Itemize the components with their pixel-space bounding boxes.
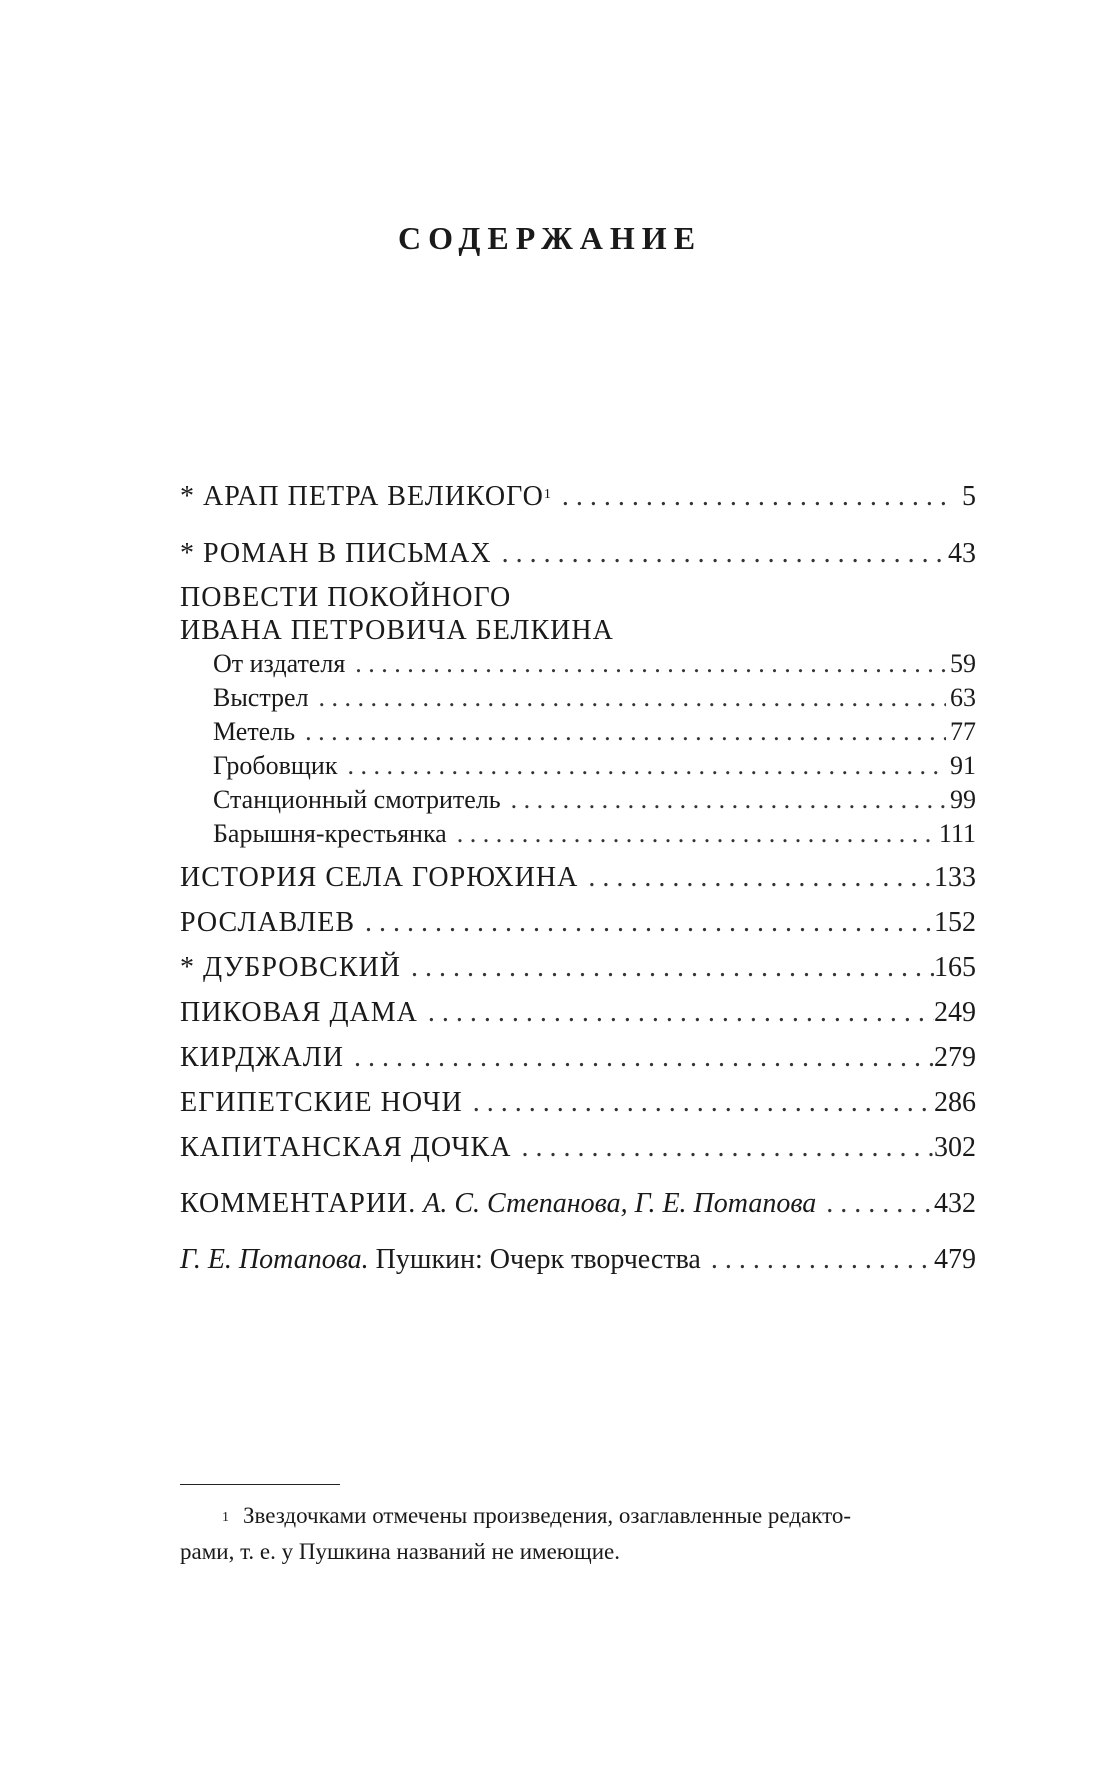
toc-subentry	[213, 647, 976, 681]
toc-entry-label: ЕГИПЕТСКИЕ НОЧИ	[180, 1087, 463, 1118]
toc-entry-label: От издателя	[213, 649, 346, 678]
toc-subentry	[213, 783, 976, 817]
leader-dots	[816, 1187, 934, 1221]
leader-dots	[492, 537, 946, 571]
toc-entry	[180, 1243, 976, 1277]
leader-dots	[552, 480, 946, 514]
toc-entry	[180, 1187, 976, 1221]
leader-dots	[501, 783, 946, 817]
toc-page-number: 165	[934, 952, 976, 983]
leader-dots	[295, 715, 946, 749]
leader-dots	[344, 1041, 934, 1075]
leader-dots	[418, 996, 934, 1030]
toc-entry	[180, 996, 976, 1030]
toc-entry-label: Станционный смотритель	[213, 785, 501, 814]
footnote-mark: 1	[222, 1510, 229, 1525]
toc-page-number: 111	[938, 819, 976, 848]
page-title: СОДЕРЖАНИЕ	[397, 220, 703, 256]
footnote-reference: 1	[543, 487, 552, 502]
toc-page-number: 77	[950, 717, 976, 746]
toc-entry-label: РОСЛАВЛЕВ	[180, 907, 356, 938]
toc-page-number: 279	[934, 1042, 976, 1073]
toc-entry-label: Пушкин: Очерк творчества	[375, 1244, 701, 1275]
toc-entry	[180, 1041, 976, 1075]
toc-page-number: 63	[950, 683, 976, 712]
toc-entry	[180, 537, 976, 571]
toc-entry-authors: А. С. Степанова, Г. Е. Потапова	[423, 1188, 817, 1219]
toc-page-number: 302	[934, 1132, 976, 1163]
toc-entry-label: * ДУБРОВСКИЙ	[180, 952, 401, 983]
toc-entry	[180, 951, 976, 985]
toc-subentry	[213, 749, 976, 783]
toc-subentry	[213, 715, 976, 749]
toc-page-number: 59	[950, 649, 976, 678]
toc-entry-author: Г. Е. Потапова.	[180, 1244, 369, 1275]
toc-entry-label: Выстрел	[213, 683, 309, 712]
leader-dots	[337, 749, 946, 783]
toc-entry	[180, 480, 976, 514]
toc-section-heading: ПОВЕСТИ ПОКОЙНОГО	[180, 582, 512, 613]
leader-dots	[447, 817, 939, 851]
leader-dots	[355, 906, 934, 940]
leader-dots	[463, 1086, 934, 1120]
toc-page-number: 249	[934, 997, 976, 1028]
toc-entry-label: ПИКОВАЯ ДАМА	[180, 997, 418, 1028]
toc-page-number: 432	[934, 1188, 976, 1219]
toc-entry-label: Метель	[213, 717, 296, 746]
footnote-divider	[180, 1484, 340, 1485]
leader-dots	[345, 647, 946, 681]
leader-dots	[401, 951, 934, 985]
toc-subentry	[213, 817, 976, 851]
toc-page-number: 479	[934, 1244, 976, 1275]
toc-entry-label: Гробовщик	[213, 751, 338, 780]
toc-entry-label: * РОМАН В ПИСЬМАХ	[180, 538, 492, 569]
toc-entry	[180, 1086, 976, 1120]
toc-entry-label: Барышня-крестьянка	[213, 819, 447, 848]
footnote	[180, 1498, 976, 1570]
footnote-text-line2: рами, т. е. у Пушкина названий не имеющие.	[180, 1539, 620, 1564]
toc-page-number: 99	[950, 785, 976, 814]
toc-page-number: 133	[934, 862, 976, 893]
toc-entry	[180, 1131, 976, 1165]
toc-entry	[180, 906, 976, 940]
leader-dots	[578, 861, 934, 895]
toc-section-heading-line2: ИВАНА ПЕТРОВИЧА БЕЛКИНА	[180, 615, 614, 646]
leader-dots	[511, 1131, 934, 1165]
toc-page-number: 286	[934, 1087, 976, 1118]
toc-subentry	[213, 681, 976, 715]
toc-page-number: 152	[934, 907, 976, 938]
leader-dots	[309, 681, 946, 715]
toc-page-number: 91	[950, 751, 976, 780]
toc-entry-label: КАПИТАНСКАЯ ДОЧКА	[180, 1132, 512, 1163]
toc-entry-label: КОММЕНТАРИИ.	[180, 1188, 417, 1219]
toc-entry-label: * АРАП ПЕТРА ВЕЛИКОГО	[180, 481, 544, 512]
toc-page-number: 5	[962, 481, 976, 512]
toc-entry-label: КИРДЖАЛИ	[180, 1042, 344, 1073]
toc-entry	[180, 861, 976, 895]
toc-page-number: 43	[948, 538, 976, 569]
toc-entry-label: ИСТОРИЯ СЕЛА ГОРЮХИНА	[180, 862, 579, 893]
footnote-text-line1: Звездочками отмечены произведения, озаглавленные редакто-	[243, 1503, 852, 1528]
leader-dots	[701, 1243, 934, 1277]
